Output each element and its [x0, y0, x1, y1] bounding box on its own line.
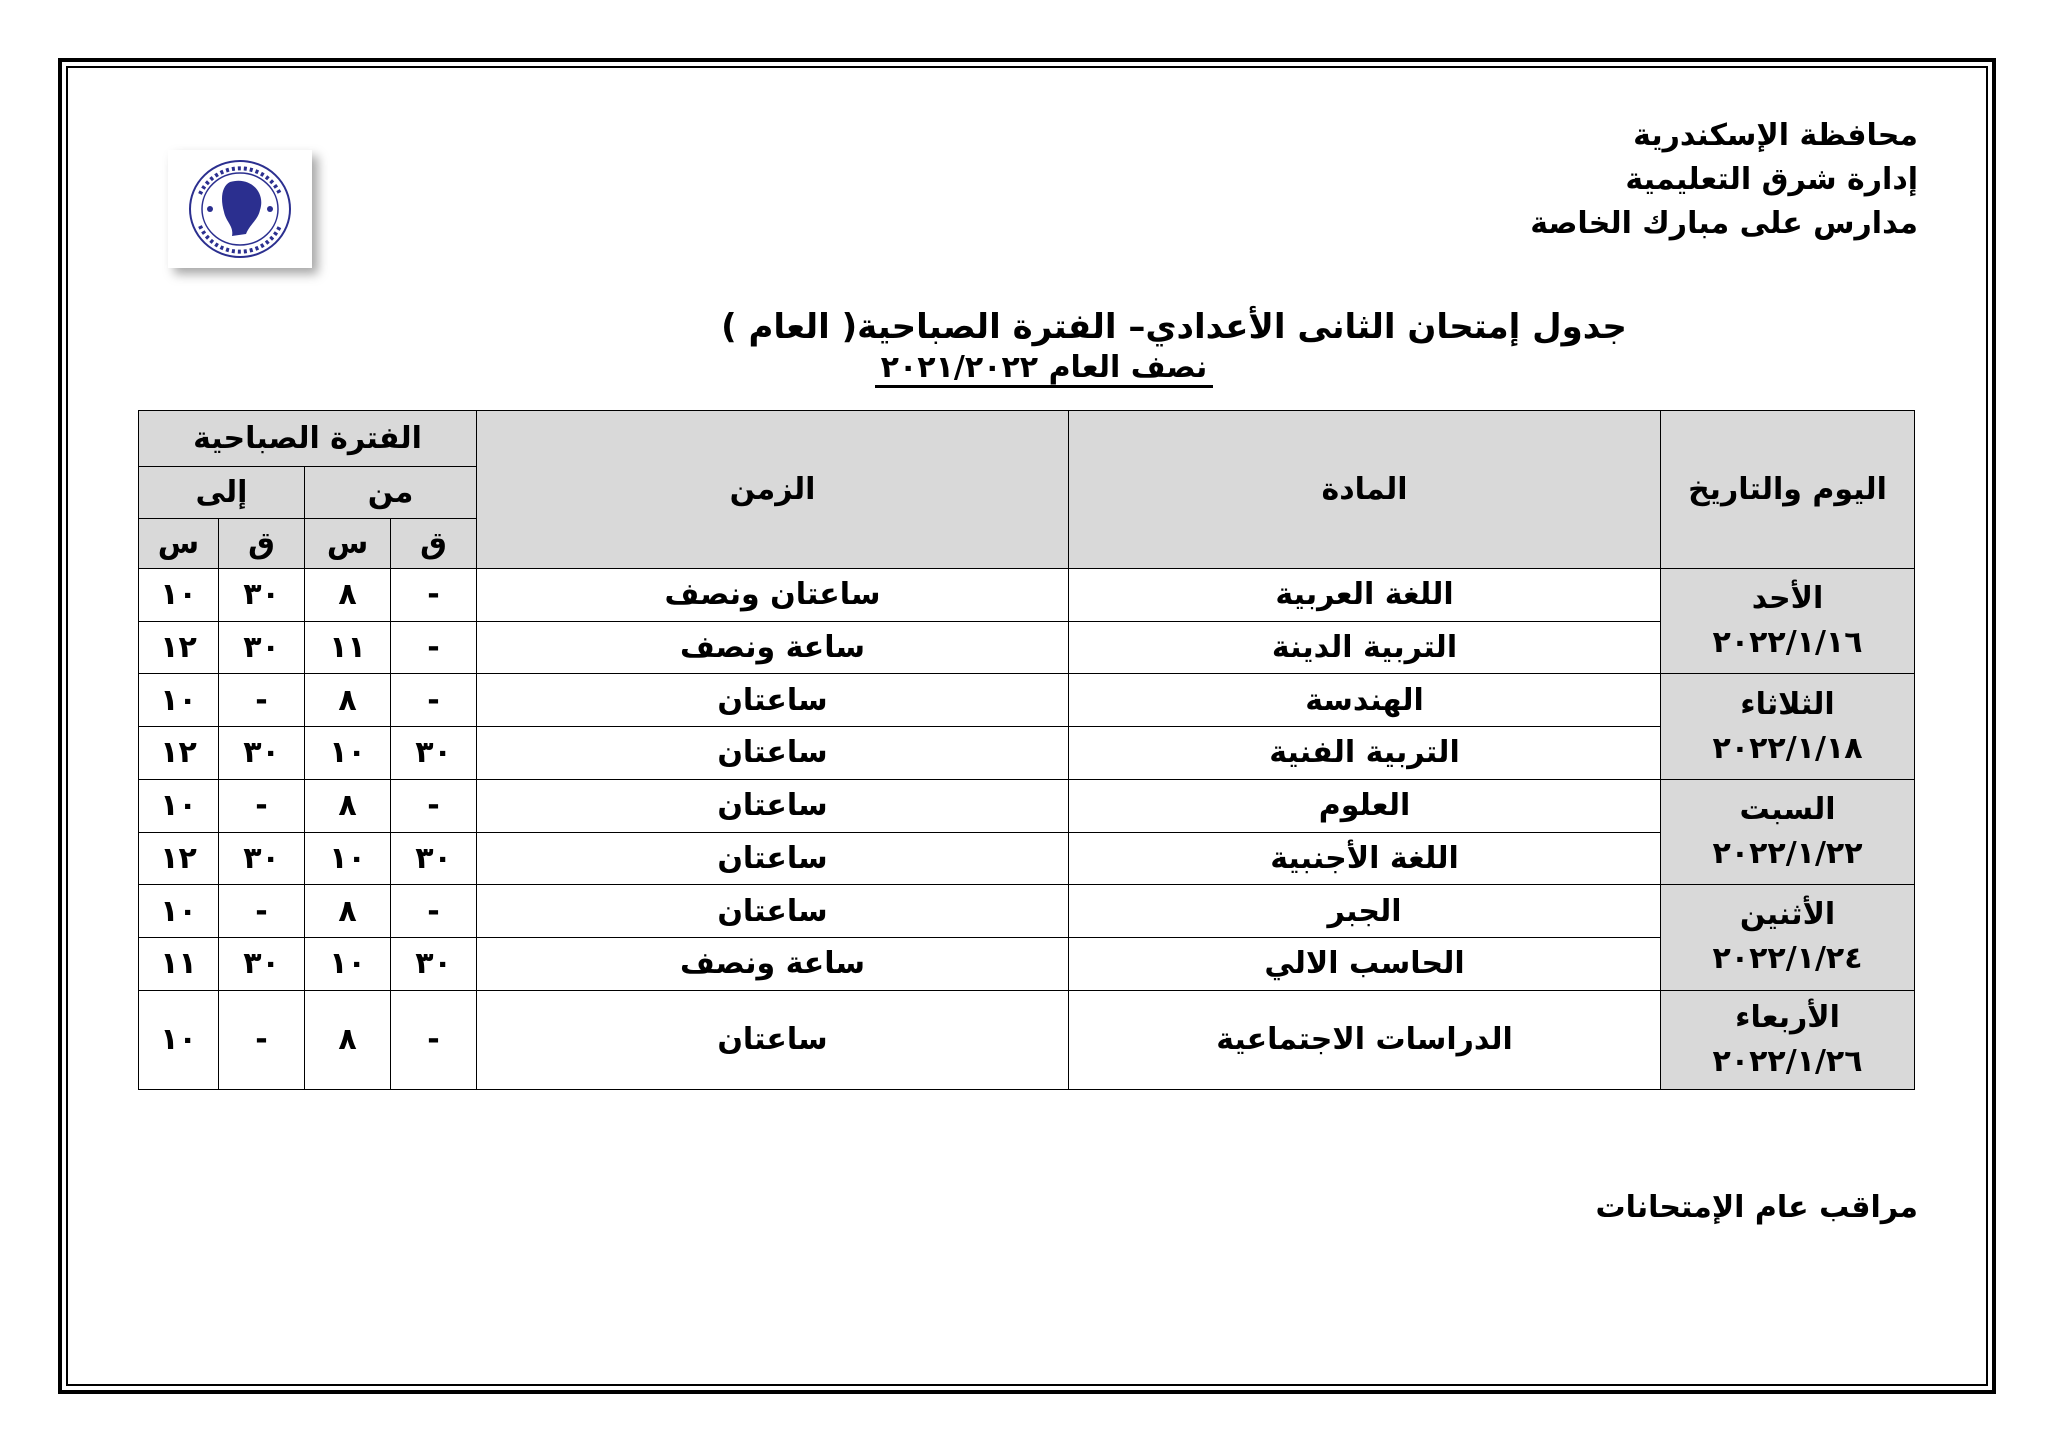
day-name: الأثنين [1739, 897, 1836, 933]
day-date-cell [1661, 885, 1915, 990]
exam-date: ٢٠٢٢/١/١٨ [1712, 730, 1863, 766]
from-hr-cell: ١٠ [305, 832, 391, 885]
duration-cell: ساعة ونصف [477, 937, 1069, 990]
header-duration: الزمن [477, 411, 1069, 569]
exam-date: ٢٠٢٢/١/١٦ [1712, 625, 1863, 661]
header-morning-period: الفترة الصباحية [139, 411, 477, 467]
subject-cell: الجبر [1069, 885, 1661, 938]
table-row [139, 885, 1915, 938]
from-hr-cell: ١٠ [305, 727, 391, 780]
exam-date: ٢٠٢٢/١/٢٦ [1712, 1043, 1863, 1079]
day-name: الأربعاء [1735, 999, 1840, 1035]
to-min-cell: ٣٠ [219, 832, 305, 885]
table-row [139, 727, 1915, 780]
header-from-hour: س [305, 519, 391, 569]
duration-cell: ساعتان [477, 832, 1069, 885]
from-hr-cell: ٨ [305, 569, 391, 622]
day-name: الثلاثاء [1740, 686, 1835, 722]
day-date-cell [1661, 674, 1915, 779]
exam-supervisor-signature: مراقب عام الإمتحانات [1595, 1190, 1918, 1225]
to-hr-cell: ١٢ [139, 727, 219, 780]
from-hr-cell: ٨ [305, 885, 391, 938]
day-name: الأحد [1751, 581, 1824, 617]
duration-cell: ساعتان ونصف [477, 569, 1069, 622]
to-hr-cell: ١٠ [139, 674, 219, 727]
day-date-cell [1661, 990, 1915, 1089]
table-row [139, 569, 1915, 622]
subject-cell: اللغة العربية [1069, 569, 1661, 622]
day-date-cell [1661, 779, 1915, 884]
subject-cell: العلوم [1069, 779, 1661, 832]
table-row [139, 779, 1915, 832]
from-min-cell: - [391, 674, 477, 727]
administration-name: إدارة شرق التعليمية [1625, 162, 1918, 197]
to-min-cell: - [219, 990, 305, 1089]
to-hr-cell: ١٠ [139, 569, 219, 622]
header-from-minute: ق [391, 519, 477, 569]
from-min-cell: - [391, 779, 477, 832]
duration-cell: ساعتان [477, 779, 1069, 832]
header-from: من [305, 467, 477, 519]
subject-cell: اللغة الأجنبية [1069, 832, 1661, 885]
to-hr-cell: ١٢ [139, 832, 219, 885]
to-hr-cell: ١٠ [139, 990, 219, 1089]
header-to-minute: ق [219, 519, 305, 569]
to-min-cell: - [219, 674, 305, 727]
school-seal-icon [180, 154, 300, 264]
from-min-cell: ٣٠ [391, 727, 477, 780]
subject-cell: التربية الفنية [1069, 727, 1661, 780]
school-logo [168, 150, 312, 268]
schedule-subtitle [0, 348, 2048, 388]
day-name: السبت [1739, 792, 1836, 828]
exam-date: ٢٠٢٢/١/٢٤ [1712, 941, 1863, 977]
to-min-cell: ٣٠ [219, 569, 305, 622]
subject-cell: التربية الدينة [1069, 621, 1661, 674]
exam-date: ٢٠٢٢/١/٢٢ [1712, 836, 1863, 872]
from-hr-cell: ٨ [305, 779, 391, 832]
header-to: إلى [139, 467, 305, 519]
from-min-cell: - [391, 621, 477, 674]
header-subject: المادة [1069, 411, 1661, 569]
header-day-date: اليوم والتاريخ [1661, 411, 1915, 569]
from-hr-cell: ٨ [305, 674, 391, 727]
table-row [139, 990, 1915, 1089]
from-min-cell: ٣٠ [391, 832, 477, 885]
duration-cell: ساعتان [477, 727, 1069, 780]
institution-header [1530, 114, 1918, 246]
from-hr-cell: ١٠ [305, 937, 391, 990]
to-min-cell: - [219, 885, 305, 938]
day-date-cell [1661, 569, 1915, 674]
to-min-cell: ٣٠ [219, 937, 305, 990]
from-hr-cell: ١١ [305, 621, 391, 674]
duration-cell: ساعة ونصف [477, 621, 1069, 674]
from-min-cell: - [391, 569, 477, 622]
to-hr-cell: ١١ [139, 937, 219, 990]
duration-cell: ساعتان [477, 990, 1069, 1089]
table-row [139, 832, 1915, 885]
to-min-cell: - [219, 779, 305, 832]
table-row [139, 674, 1915, 727]
from-hr-cell: ٨ [305, 990, 391, 1089]
header-to-hour: س [139, 519, 219, 569]
from-min-cell: - [391, 990, 477, 1089]
from-min-cell: ٣٠ [391, 937, 477, 990]
exam-schedule-table [138, 410, 1915, 1090]
academic-year: نصف العام ٢٠٢١/٢٠٢٢ [875, 350, 1214, 388]
duration-cell: ساعتان [477, 885, 1069, 938]
duration-cell: ساعتان [477, 674, 1069, 727]
to-min-cell: ٣٠ [219, 621, 305, 674]
governorate-name: محافظة الإسكندرية [1633, 118, 1918, 153]
from-min-cell: - [391, 885, 477, 938]
to-min-cell: ٣٠ [219, 727, 305, 780]
subject-cell: الهندسة [1069, 674, 1661, 727]
to-hr-cell: ١٢ [139, 621, 219, 674]
to-hr-cell: ١٠ [139, 885, 219, 938]
school-name: مدارس على مبارك الخاصة [1530, 206, 1918, 241]
schedule-main-title: جدول إمتحان الثانى الأعدادي– الفترة الصباحية( العام ) [721, 307, 1627, 347]
to-hr-cell: ١٠ [139, 779, 219, 832]
table-row [139, 937, 1915, 990]
table-row [139, 621, 1915, 674]
subject-cell: الدراسات الاجتماعية [1069, 990, 1661, 1089]
subject-cell: الحاسب الالي [1069, 937, 1661, 990]
